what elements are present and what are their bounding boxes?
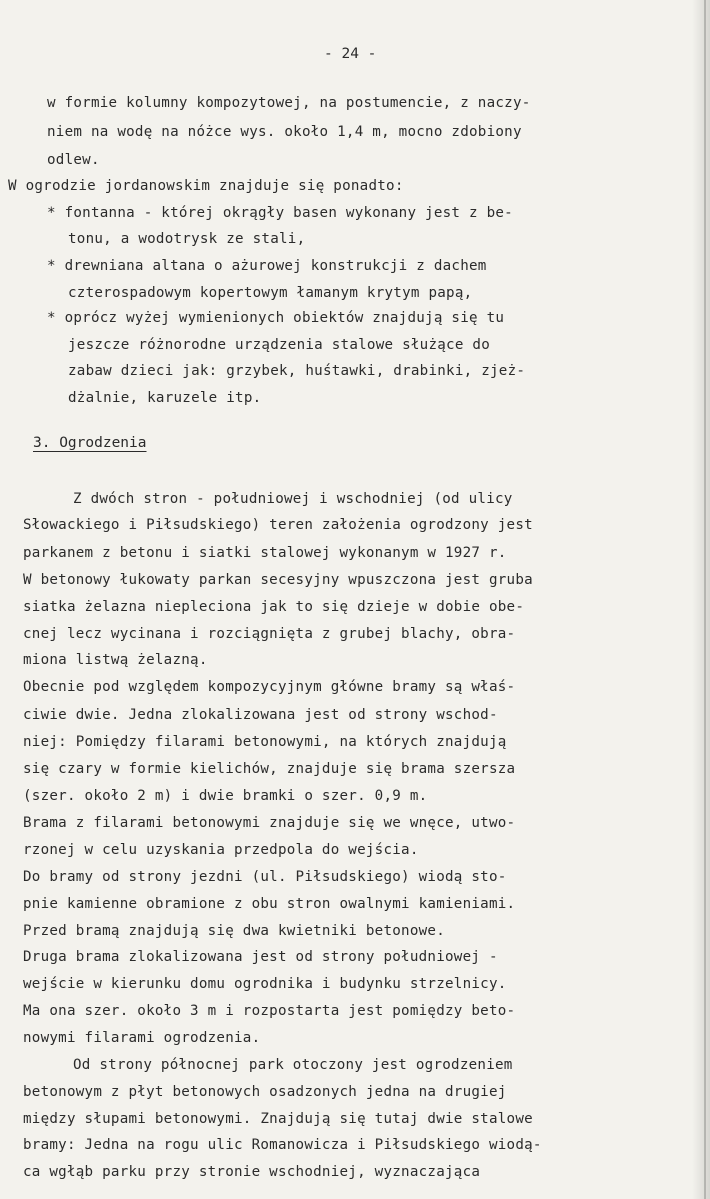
- text-line: Obecnie pod względem kompozycyjnym główne bramy są właś-: [23, 679, 516, 695]
- text-line: niej: Pomiędzy filarami betonowymi, na których znajdują: [23, 734, 507, 750]
- text-line: zabaw dzieci jak: grzybek, huśtawki, drabinki, zjeż-: [68, 363, 526, 379]
- text-line: pnie kamienne obramione z obu stron owalnymi kamieniami.: [23, 896, 516, 912]
- text-line: miona listwą żelazną.: [23, 652, 208, 668]
- text-line: W ogrodzie jordanowskim znajduje się ponadto:: [8, 178, 404, 194]
- text-line: Brama z filarami betonowymi znajduje się we wnęce, utwo-: [23, 815, 516, 831]
- text-line: bramy: Jedna na rogu ulic Romanowicza i Piłsudskiego wiodą-: [23, 1137, 542, 1153]
- list-item: * fontanna - której okrągły basen wykonany jest z be-: [47, 205, 513, 221]
- text-line: ca wgłąb parku przy stronie wschodniej, wyznaczająca: [23, 1164, 481, 1180]
- text-line: Słowackiego i Piłsudskiego) teren założenia ogrodzony jest: [23, 517, 533, 533]
- list-item: * oprócz wyżej wymienionych obiektów znajdują się tu: [47, 310, 505, 326]
- text-line: parkanem z betonu i siatki stalowej wykonanym w 1927 r.: [23, 545, 507, 561]
- text-line: ciwie dwie. Jedna zlokalizowana jest od strony wschod-: [23, 707, 498, 723]
- text-line: Przed bramą znajdują się dwa kwietniki betonowe.: [23, 923, 445, 939]
- text-line: tonu, a wodotrysk ze stali,: [68, 231, 306, 247]
- text-line: Od strony północnej park otoczony jest ogrodzeniem: [73, 1057, 513, 1073]
- text-line: Do bramy od strony jezdni (ul. Piłsudskiego) wiodą sto-: [23, 869, 507, 885]
- list-item: * drewniana altana o ażurowej konstrukcji z dachem: [47, 258, 487, 274]
- text-line: rzonej w celu uzyskania przedpola do wejścia.: [23, 842, 419, 858]
- text-line: siatka żelazna niepleciona jak to się dzieje w dobie obe-: [23, 599, 525, 615]
- text-line: cnej lecz wycinana i rozciągnięta z grubej blachy, obra-: [23, 626, 516, 642]
- text-line: niem na wodę na nóżce wys. około 1,4 m, mocno zdobiony: [47, 124, 522, 140]
- text-line: Ma ona szer. około 3 m i rozpostarta jest pomiędzy beto-: [23, 1003, 516, 1019]
- text-line: (szer. około 2 m) i dwie bramki o szer. 0,9 m.: [23, 788, 428, 804]
- page-edge-shadow: [692, 0, 710, 1199]
- text-line: jeszcze różnorodne urządzenia stalowe służące do: [68, 337, 490, 353]
- text-line: czterospadowym kopertowym łamanym krytym papą,: [68, 285, 473, 301]
- section-heading: 3. Ogrodzenia: [33, 435, 147, 451]
- text-line: między słupami betonowymi. Znajdują się tutaj dwie stalowe: [23, 1111, 533, 1127]
- text-line: wejście w kierunku domu ogrodnika i budynku strzelnicy.: [23, 976, 507, 992]
- text-line: się czary w formie kielichów, znajduje się brama szersza: [23, 761, 516, 777]
- text-line: W betonowy łukowaty parkan secesyjny wpuszczona jest gruba: [23, 572, 533, 588]
- text-line: dżalnie, karuzele itp.: [68, 390, 262, 406]
- page-edge-line: [704, 0, 706, 1199]
- text-line: betonowym z płyt betonowych osadzonych jedna na drugiej: [23, 1084, 507, 1100]
- text-line: nowymi filarami ogrodzenia.: [23, 1030, 261, 1046]
- text-line: Z dwóch stron - południowej i wschodniej (od ulicy: [73, 491, 513, 507]
- text-line: w formie kolumny kompozytowej, na postumencie, z naczy-: [47, 95, 531, 111]
- text-line: Druga brama zlokalizowana jest od strony południowej -: [23, 949, 498, 965]
- text-line: odlew.: [47, 152, 100, 168]
- page-number: - 24 -: [324, 46, 377, 62]
